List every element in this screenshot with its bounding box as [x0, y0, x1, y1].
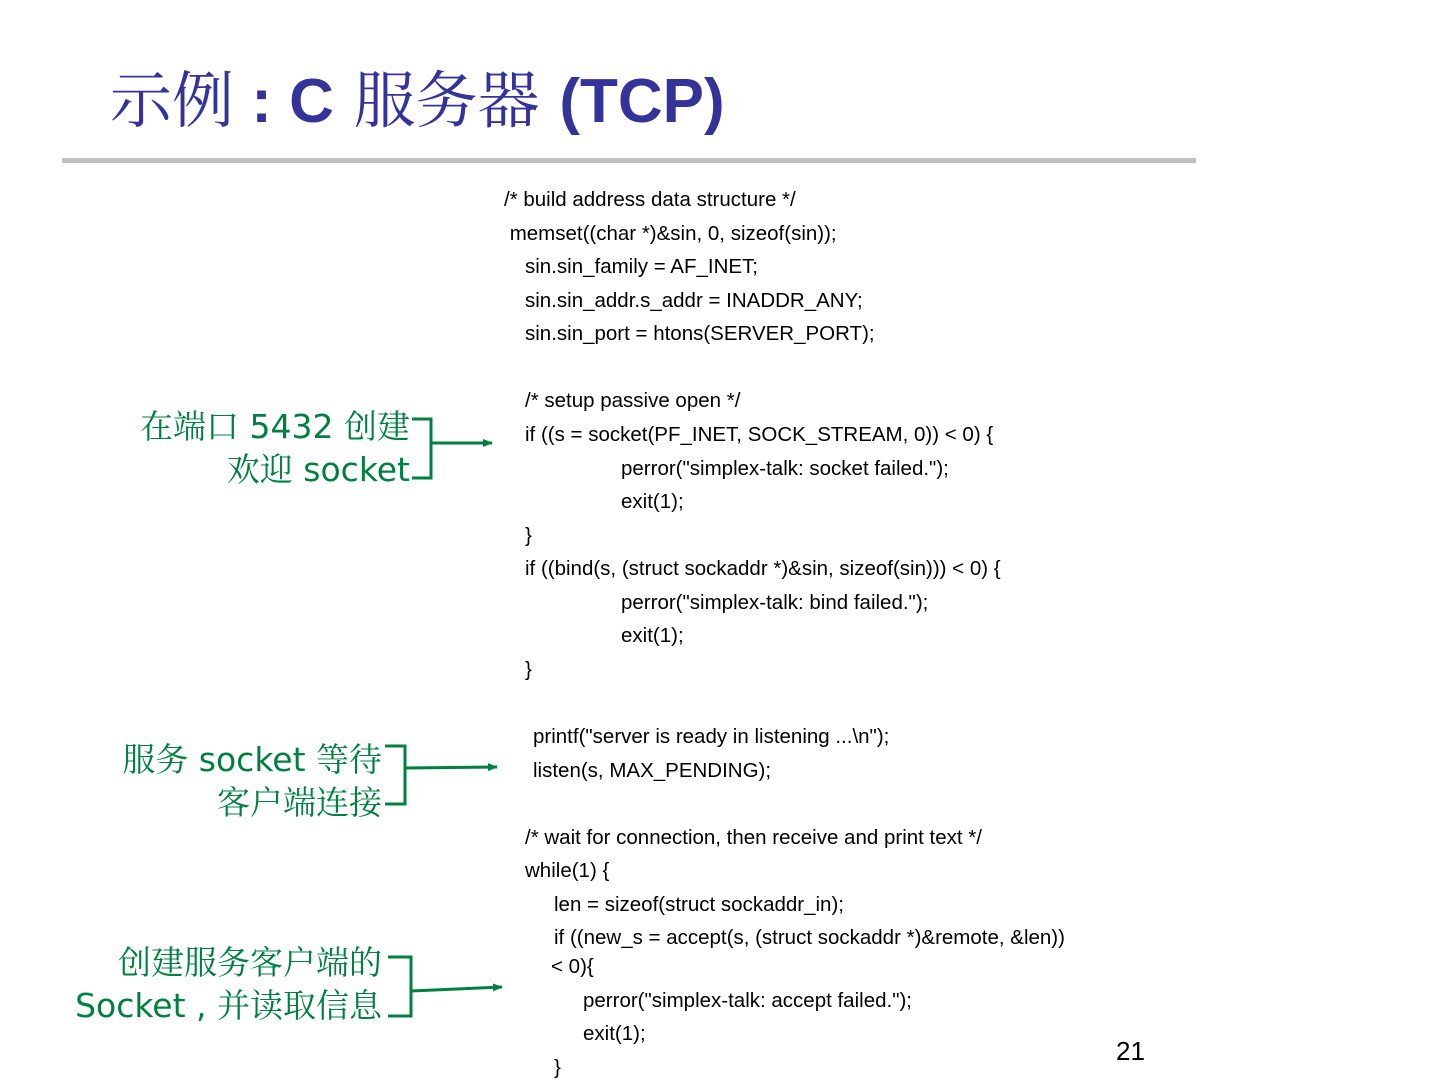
- title-cn-server: 服务器: [333, 64, 560, 137]
- code-line: /* wait for connection, then receive and print text */: [525, 826, 982, 849]
- code-line: memset((char *)&sin, 0, sizeof(sin));: [504, 222, 837, 245]
- annotation-listen: [122, 739, 382, 825]
- code-line: sin.sin_port = htons(SERVER_PORT);: [525, 322, 875, 345]
- code-line: < 0){: [551, 955, 594, 978]
- code-line: exit(1);: [621, 624, 684, 647]
- code-line: exit(1);: [583, 1022, 646, 1045]
- code-line: /* build address data structure */: [504, 188, 796, 211]
- code-line: listen(s, MAX_PENDING);: [533, 759, 772, 782]
- code-line: sin.sin_family = AF_INET;: [525, 255, 758, 278]
- title-separator: :: [234, 67, 290, 136]
- code-line: if ((s = socket(PF_INET, SOCK_STREAM, 0)) < 0) {: [525, 423, 994, 446]
- code-line: }: [554, 1056, 561, 1079]
- annotation-line: 欢迎 socket: [226, 449, 410, 489]
- annotation-accept: [75, 942, 382, 1028]
- annotation-line: 客户端连接: [217, 782, 382, 822]
- code-line: if ((bind(s, (struct sockaddr *)&sin, sizeof(sin))) < 0) {: [525, 557, 1001, 580]
- code-line: exit(1);: [621, 490, 684, 513]
- code-line: /* setup passive open */: [525, 389, 741, 412]
- annotation-line: 创建服务客户端的: [118, 943, 382, 982]
- code-line: if ((new_s = accept(s, (struct sockaddr *)&remote, &len)): [554, 926, 1065, 949]
- code-line: perror("simplex-talk: socket failed.");: [621, 457, 949, 480]
- code-line: }: [525, 658, 532, 681]
- code-line: perror("simplex-talk: accept failed.");: [583, 989, 912, 1012]
- code-line: sin.sin_addr.s_addr = INADDR_ANY;: [525, 289, 863, 312]
- annotation-line: 服务 socket 等待: [122, 740, 382, 779]
- code-line: while(1) {: [525, 859, 610, 882]
- code-line: }: [525, 524, 532, 547]
- title-protocol: (TCP): [559, 67, 725, 136]
- title-cn-example: 示例: [110, 64, 235, 137]
- code-line: perror("simplex-talk: bind failed.");: [621, 591, 929, 614]
- annotation-welcome-socket: [140, 406, 410, 492]
- page-number: 21: [1116, 1036, 1145, 1066]
- code-line: printf("server is ready in listening ...\n");: [533, 725, 890, 748]
- title-language: C: [289, 67, 334, 136]
- annotation-line: 在端口 5432 创建: [140, 407, 410, 446]
- code-line: len = sizeof(struct sockaddr_in);: [554, 893, 844, 916]
- annotation-line: Socket , 并读取信息: [75, 985, 382, 1025]
